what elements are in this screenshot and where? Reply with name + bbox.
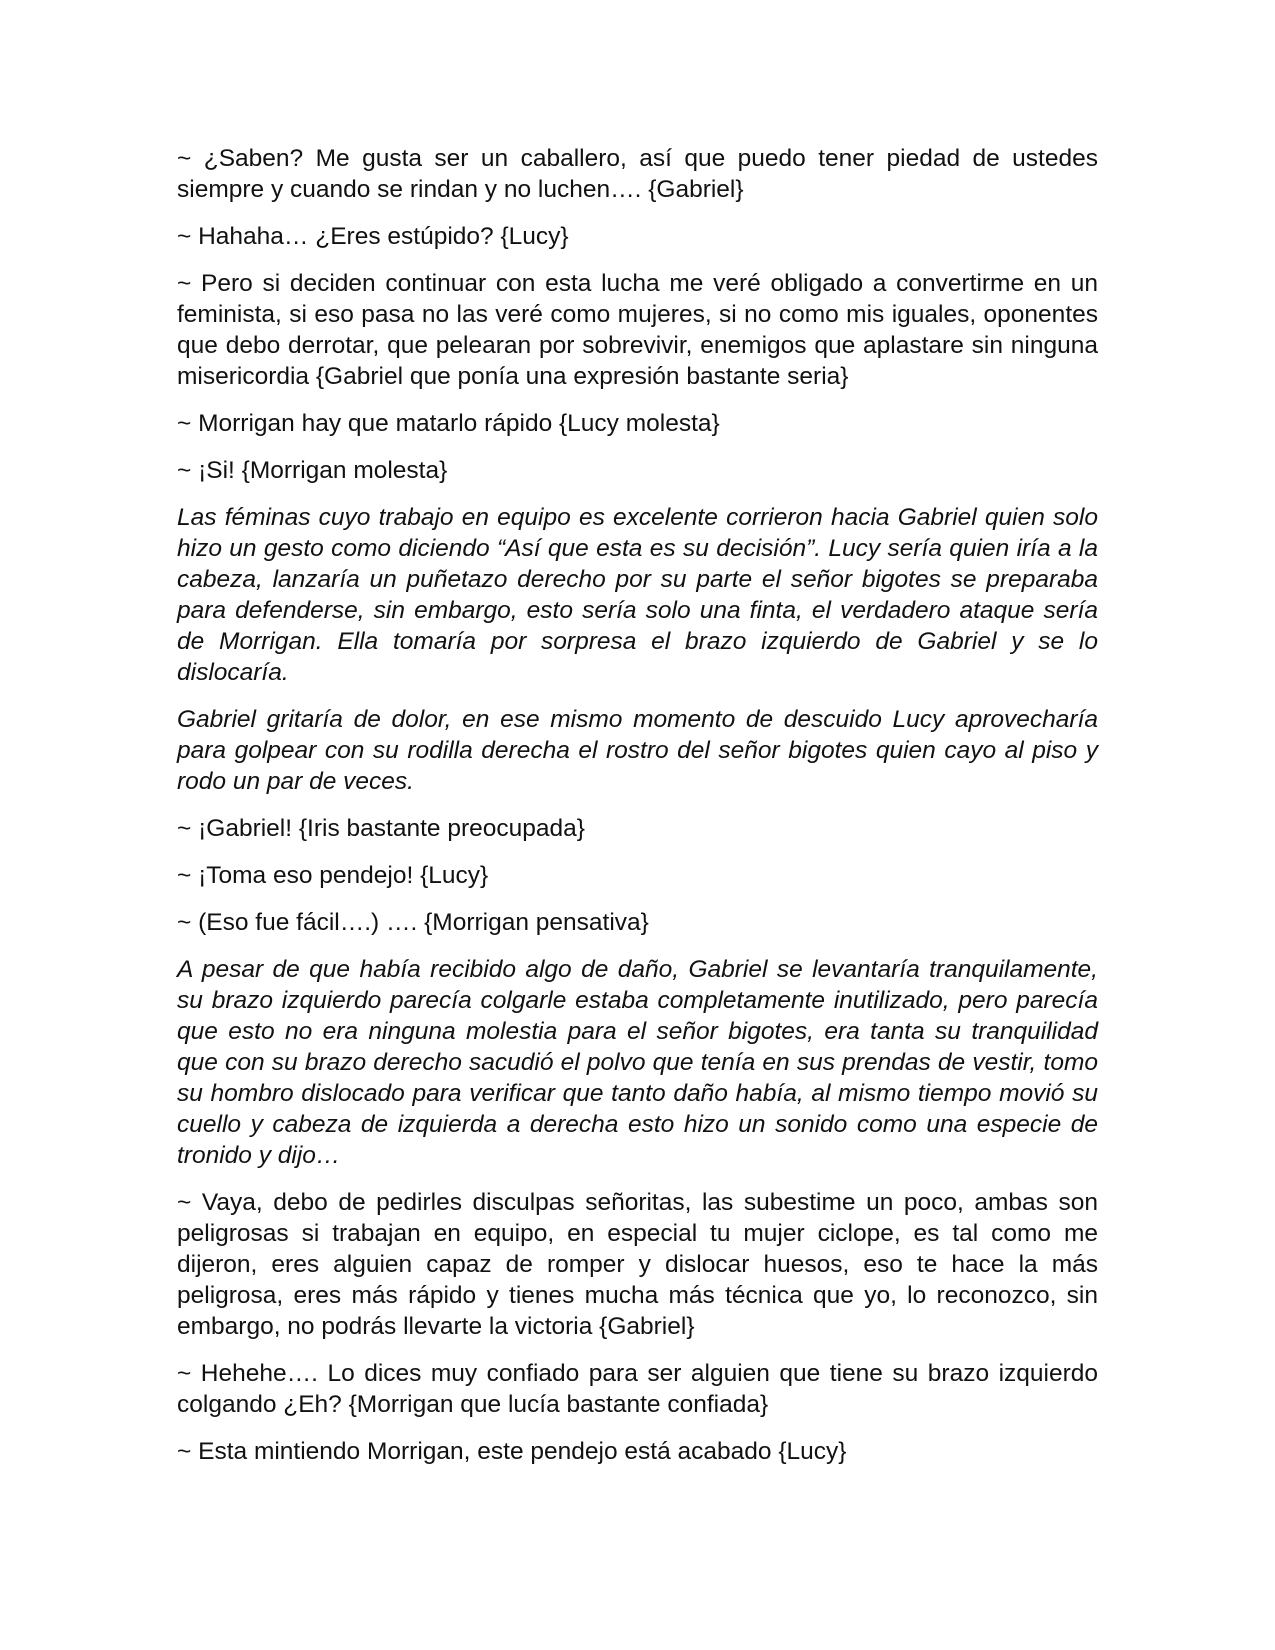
- dialogue-morrigan-yes: ~ ¡Si! {Morrigan molesta}: [177, 457, 448, 484]
- dialogue-morrigan-easy: ~ (Eso fue fácil….) …. {Morrigan pensativa}: [177, 909, 649, 936]
- dialogue-lucy-stupid: ~ Hahaha… ¿Eres estúpido? {Lucy}: [177, 223, 569, 250]
- dialogue-lucy-take-that: ~ ¡Toma eso pendejo! {Lucy}: [177, 862, 489, 889]
- narration-attack: Las féminas cuyo trabajo en equipo es excelente corrieron hacia Gabriel quien solo hizo un gesto como diciendo “Así que esta es su decisión”. Lucy sería quien iría a la cabeza, lanzaría un puñetazo derecho por su parte el señor bigotes se preparaba para defenderse, sin embargo, esto sería solo una finta, el verdadero ataque sería de Morrigan. Ella tomaría por sorpresa el brazo izquierdo de Gabriel y se lo dislocaría.: [177, 504, 1098, 686]
- narration-knee: Gabriel gritaría de dolor, en ese mismo momento de descuido Lucy aprovecharía para golpear con su rodilla derecha el rostro del señor bigotes quien cayo al piso y rodo un par de veces.: [177, 706, 1098, 795]
- narration-rise: A pesar de que había recibido algo de daño, Gabriel se levantaría tranquilamente, su brazo izquierdo parecía colgarle estaba completamente inutilizado, pero parecía que esto no era ninguna molestia para el señor bigotes, era tanta su tranquilidad que con su brazo derecho sacudió el polvo que tenía en sus prendas de vestir, tomo su hombro dislocado para verificar que tanto daño había, al mismo tiempo movió su cuello y cabeza de izquierda a derecha esto hizo un sonido como una especie de tronido y dijo…: [177, 956, 1098, 1169]
- dialogue-iris: ~ ¡Gabriel! {Iris bastante preocupada}: [177, 815, 585, 842]
- dialogue-gabriel-knight: ~ ¿Saben? Me gusta ser un caballero, así que puedo tener piedad de ustedes siempre y cuando se rindan y no luchen…. {Gabriel}: [177, 145, 1098, 203]
- dialogue-morrigan-confident: ~ Hehehe…. Lo dices muy confiado para ser alguien que tiene su brazo izquierdo colgando ¿Eh? {Morrigan que lucía bastante confiada}: [177, 1360, 1098, 1418]
- document-page: [177, 143, 1098, 1483]
- dialogue-gabriel-apology: ~ Vaya, debo de pedirles disculpas señoritas, las subestime un poco, ambas son peligrosas si trabajan en equipo, en especial tu mujer ciclope, es tal como me dijeron, eres alguien capaz de romper y dislocar huesos, eso te hace la más peligrosa, eres más rápido y tienes mucha más técnica que yo, lo reconozco, sin embargo, no podrás llevarte la victoria {Gabriel}: [177, 1189, 1098, 1340]
- dialogue-lucy-finished: ~ Esta mintiendo Morrigan, este pendejo está acabado {Lucy}: [177, 1438, 847, 1465]
- dialogue-lucy-kill: ~ Morrigan hay que matarlo rápido {Lucy molesta}: [177, 410, 720, 437]
- dialogue-gabriel-feminist: ~ Pero si deciden continuar con esta lucha me veré obligado a convertirme en un feminista, si eso pasa no las veré como mujeres, si no como mis iguales, oponentes que debo derrotar, que pelearan por sobrevivir, enemigos que aplastare sin ninguna misericordia {Gabriel que ponía una expresión bastante seria}: [177, 270, 1098, 390]
